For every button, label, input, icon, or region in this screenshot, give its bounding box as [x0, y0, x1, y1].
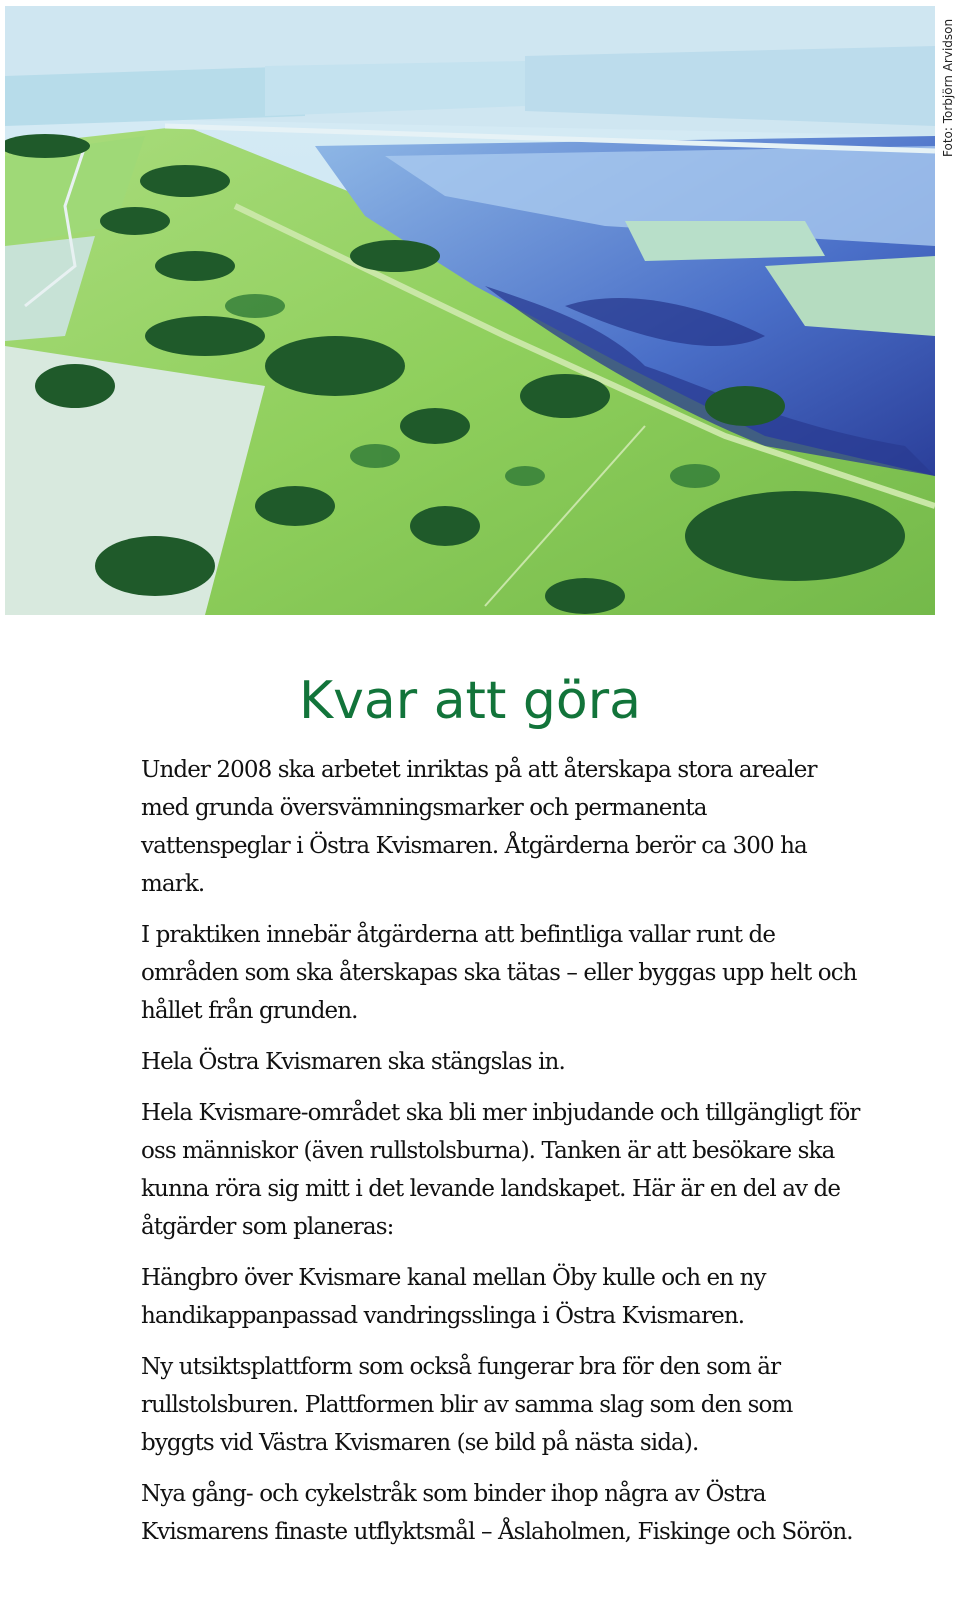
paragraph-2: I praktiken innebär åtgärderna att befintliga vallar runt de områden som ska återskapas ska tätas – eller byggas upp helt och hållet från grunden. — [141, 922, 857, 1024]
paragraph-5: Hängbro över Kvismare kanal mellan Öby kulle och en ny handikappanpassad vandringsslinga i Östra Kvismaren. — [141, 1265, 766, 1329]
body-text — [141, 751, 861, 1564]
page-title: Kvar att göra — [299, 671, 641, 731]
aerial-wetland-photo-icon — [5, 6, 935, 615]
photo-credit-text: Foto: Torbjörn Arvidson — [941, 18, 955, 157]
paragraph-7: Nya gång- och cykelstråk som binder ihop några av Östra Kvismarens finaste utflyktsmål – Åslaholmen, Fiskinge och Sörön. — [141, 1481, 853, 1545]
paragraph-3: Hela Östra Kvismaren ska stängslas in. — [141, 1049, 565, 1075]
aerial-photo — [5, 6, 935, 615]
photo-credit — [938, 0, 960, 160]
paragraph-6: Ny utsiktsplattform som också fungerar bra för den som är rullstolsburen. Plattformen blir av samma slag som den som byggts vid Västra Kvismaren (se bild på nästa sida). — [141, 1354, 793, 1456]
paragraph-4: Hela Kvismare-området ska bli mer inbjudande och tillgängligt för oss människor (även rullstolsburna). Tanken är att besökare ska kunna röra sig mitt i det levande landskapet. Här är en del av de åtgärder som planeras: — [141, 1100, 860, 1240]
paragraph-1: Under 2008 ska arbetet inriktas på att återskapa stora arealer med grunda översvämningsmarker och permanenta vattenspeglar i Östra Kvismaren. Åtgärderna berör ca 300 ha mark. — [141, 757, 817, 897]
